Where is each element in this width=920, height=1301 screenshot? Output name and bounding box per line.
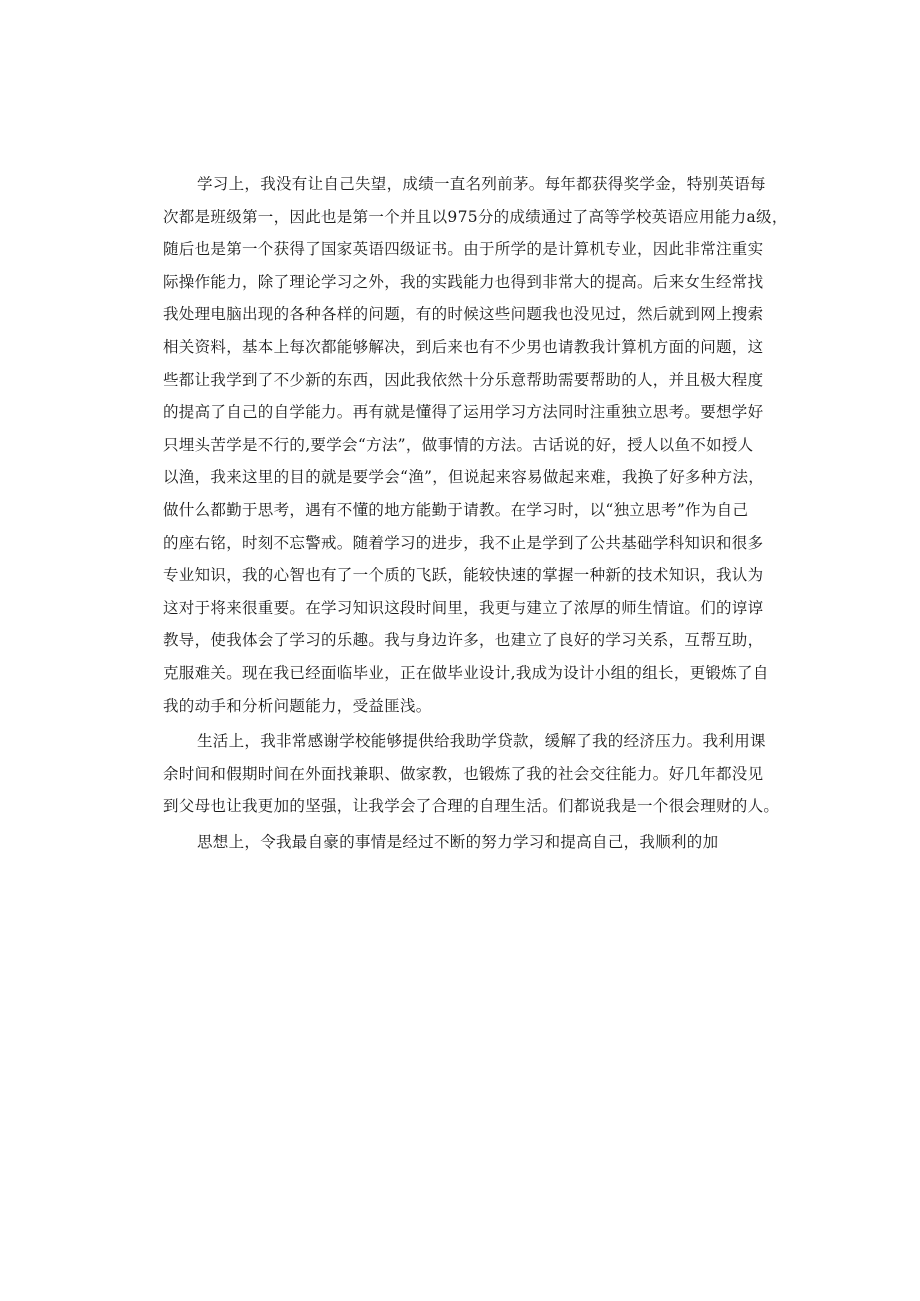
text-line: 教导，使我体会了学习的乐趣。我与身边许多，也建立了良好的学习关系，互帮互助， [163, 631, 764, 650]
text-line: 生活上，我非常感谢学校能够提供给我助学贷款，缓解了我的经济压力。我利用课 [197, 732, 766, 751]
document-body [163, 168, 788, 858]
text-line: 到父母也让我更加的坚强，让我学会了合理的自理生活。们都说我是一个很会理财的人。 [163, 797, 780, 816]
text-line: 做什么都勤于思考，遇有不懂的地方能勤于请教。在学习时，以“独立思考”作为自己 [163, 500, 749, 519]
text-line: 随后也是第一个获得了国家英语四级证书。由于所学的是计算机专业，因此非常注重实 [163, 240, 764, 259]
text-line: 的提高了自己的自学能力。再有就是懂得了运用学习方法同时注重独立思考。要想学好 [163, 403, 764, 422]
paragraph-study [163, 168, 788, 722]
text-line: 只埋头苦学是不行的,要学会“方法”，做事情的方法。古话说的好，授人以鱼不如授人 [163, 435, 754, 454]
text-line: 这对于将来很重要。在学习知识这段时间里，我更与建立了浓厚的师生情谊。们的谆谆 [163, 598, 764, 617]
text-line: 专业知识，我的心智也有了一个质的飞跃，能较快速的掌握一种新的技术知识，我认为 [163, 566, 764, 585]
paragraph-thought [163, 826, 763, 859]
text-line: 余时间和假期时间在外面找兼职、做家教，也锻炼了我的社会交往能力。好几年都没见 [163, 764, 764, 783]
text-line: 际操作能力，除了理论学习之外，我的实践能力也得到非常大的提高。后来女生经常找 [163, 272, 764, 291]
text-line: 学习上，我没有让自己失望，成绩一直名列前茅。每年都获得奖学金，特别英语每 [197, 175, 766, 193]
text-line: 些都让我学到了不少新的东西，因此我依然十分乐意帮助需要帮助的人，并且极大程度 [163, 370, 764, 389]
text-line: 克服难关。现在我已经面临毕业，正在做毕业设计,我成为设计小组的组长，更锻炼了自 [163, 663, 769, 682]
paragraph-life [163, 725, 780, 823]
text-line: 次都是班级第一，因此也是第一个并且以975分的成绩通过了高等学校英语应用能力a级， [163, 207, 788, 226]
text-line: 以渔，我来这里的目的就是要学会“渔”，但说起来容易做起来难，我换了好多种方法， [163, 468, 765, 487]
text-line: 我处理电脑出现的各种各样的问题，有的时候这些问题我也没见过，然后就到网上搜索 [163, 305, 764, 324]
text-line: 我的动手和分析问题能力，受益匪浅。 [163, 696, 432, 715]
text-line: 的座右铭，时刻不忘警戒。随着学习的进步，我不止是学到了公共基础学科知识和很多 [163, 533, 764, 552]
text-line: 相关资料，基本上每次都能够解决，到后来也有不少男也请教我计算机方面的问题，这 [163, 337, 764, 356]
text-line: 思想上，令我最自豪的事情是经过不断的努力学习和提高自己，我顺利的加 [197, 832, 719, 851]
